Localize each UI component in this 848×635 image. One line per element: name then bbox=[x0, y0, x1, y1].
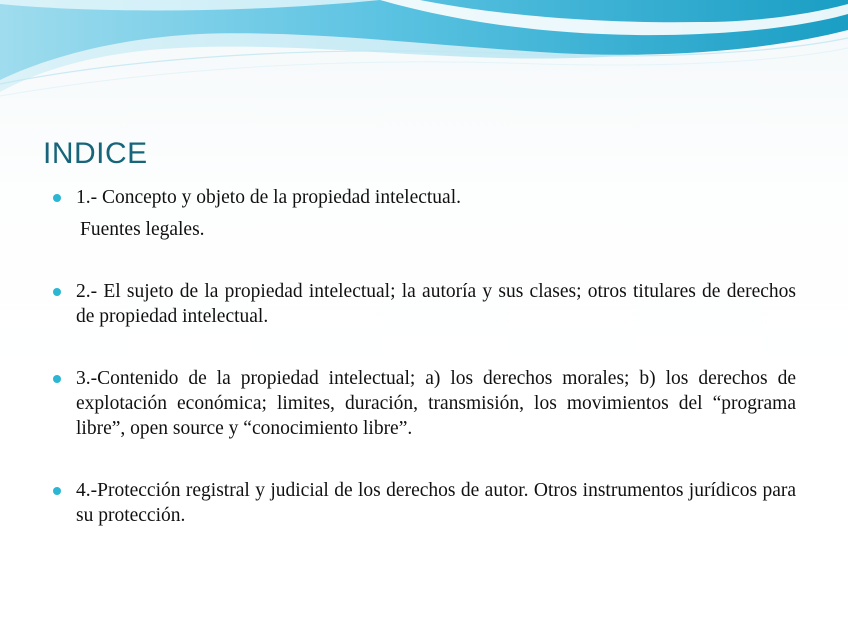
bullet-icon bbox=[53, 375, 61, 383]
list-item bbox=[50, 279, 796, 329]
index-list bbox=[50, 185, 796, 528]
list-item bbox=[50, 185, 796, 242]
list-item-subtext: Fuentes legales. bbox=[80, 219, 205, 240]
list-item bbox=[50, 478, 796, 528]
bullet-icon bbox=[53, 487, 61, 495]
slide-title: INDICE bbox=[43, 137, 148, 170]
list-item bbox=[50, 366, 796, 441]
list-item-text: 3.-Contenido de la propiedad intelectual; a) los derechos morales; b) los derechos de explotación económica; limites, duración, transmisión, los movimientos del “programa libre”, open source y “conocimiento libre”. bbox=[76, 368, 796, 439]
list-item-text: 1.- Concepto y objeto de la propiedad intelectual. bbox=[76, 187, 462, 208]
list-item-text: 2.- El sujeto de la propiedad intelectual; la autoría y sus clases; otros titulares de derechos de propiedad intelectual. bbox=[76, 281, 796, 327]
bullet-icon bbox=[53, 288, 61, 296]
bullet-icon bbox=[53, 194, 61, 202]
list-item-text: 4.-Protección registral y judicial de los derechos de autor. Otros instrumentos jurídicos para su protección. bbox=[76, 480, 796, 526]
header-wave-decoration bbox=[0, 0, 848, 110]
